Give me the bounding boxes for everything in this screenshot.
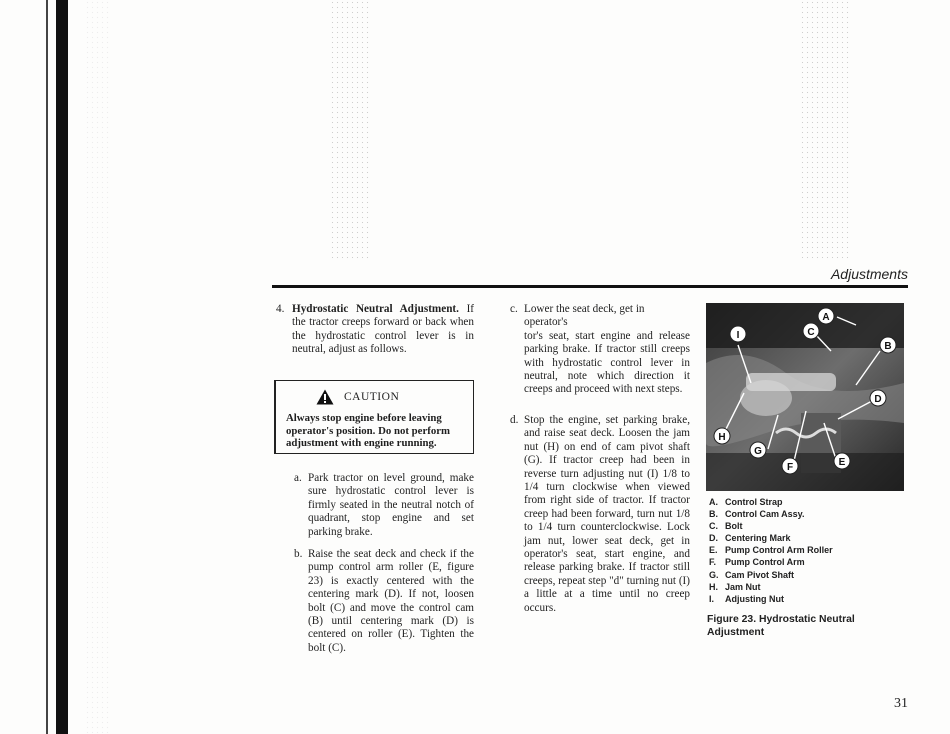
legend-item: B. Control Cam Assy. [709, 509, 805, 520]
callout-label: H [718, 432, 726, 443]
callout-label: I [736, 330, 740, 341]
substep-text: Raise the seat deck and check if the pump control arm roller (E, figure 23) is exactly centered with the centering mark (D). If not, loosen bolt (C) and move the control cam (B) until centering mark (D) is centered on roller (E). Tighten the bolt (C). [308, 548, 474, 654]
substep-text-line1: Lower the seat deck, get in operator's [524, 303, 645, 329]
callout-label: A [822, 312, 830, 323]
callout-label: G [754, 446, 762, 457]
figure-legend [709, 496, 833, 605]
callout-label: E [838, 457, 846, 468]
substep-c [510, 303, 690, 397]
step-body: If the tractor creeps forward or back when the hydrostatic control lever is in neutral, adjust as follows. [292, 303, 475, 356]
binding-shadow [56, 0, 68, 734]
callout-label: B [884, 341, 892, 352]
substep-text: tor's seat, start engine and release parking brake. If tractor still creeps with hydrostatic control lever in neutral, note which direction it creeps and proceed with next steps. [524, 329, 690, 396]
substep-text: Park tractor on level ground, make sure hydrostatic control lever is firmly seated in the neutral notch of quadrant, stop engine and set parking brake. [308, 472, 474, 538]
callout-label: C [807, 327, 815, 338]
substep-a [294, 472, 474, 539]
warning-icon [316, 389, 334, 405]
caution-text: Always stop engine before leaving operator's position. Do not perform adjustment with engine running. [286, 412, 451, 450]
legend-item: C. Bolt [709, 521, 743, 532]
caution-heading [316, 389, 463, 405]
step-4-paragraph [292, 303, 474, 357]
figure-23-photo [706, 303, 904, 491]
legend-item: E. Pump Control Arm Roller [709, 545, 833, 556]
step-number: 4. [276, 303, 285, 315]
caution-label: CAUTION [344, 391, 400, 403]
step-title: Hydrostatic Neutral Adjustment. [292, 303, 459, 315]
substep-letter: c. [510, 303, 518, 315]
scan-speckle [330, 0, 370, 260]
legend-item: D. Centering Mark [709, 533, 791, 544]
page-number: 31 [894, 696, 908, 711]
callout-label: D [874, 394, 882, 405]
legend-item: G. Cam Pivot Shaft [709, 569, 795, 580]
legend-item: I. Adjusting Nut [709, 593, 784, 604]
legend-item: A. Control Strap [709, 497, 783, 507]
substep-b [294, 548, 474, 655]
section-title: Adjustments [830, 266, 908, 282]
caution-box [274, 380, 474, 454]
legend-item: H. Jam Nut [709, 581, 761, 592]
figure-caption: Figure 23. Hydrostatic Neutral Adjustment [707, 614, 855, 638]
binding-edge [46, 0, 48, 734]
substep-letter: b. [294, 548, 303, 560]
legend-item: F. Pump Control Arm [709, 557, 805, 568]
callout-label: F [786, 462, 794, 473]
substep-letter: a. [294, 472, 302, 484]
scan-speckle [85, 0, 110, 734]
substep-letter: d. [510, 414, 519, 426]
substep-text: Stop the engine, set parking brake, and raise seat deck. Loosen the jam nut (H) on end of cam pivot shaft (G). If tractor creep had been in reverse turn adjusting nut (I) 1/8 to 1/4 turn clockwise when viewed from right side of tractor. If tractor creep had been forward, turn nut 1/8 to 1/4 turn counterclockwise. Lock jam nut, lower seat deck, get in operator's seat, start engine, and release parking brake. If tractor still creeps, repeat step "d" turning nut (I) a little at a time until no creep occurs. [524, 414, 691, 614]
substep-d [510, 414, 691, 615]
scan-speckle [800, 0, 850, 260]
hydrostatic-assembly-illustration [706, 303, 904, 491]
header-rule [272, 285, 908, 288]
